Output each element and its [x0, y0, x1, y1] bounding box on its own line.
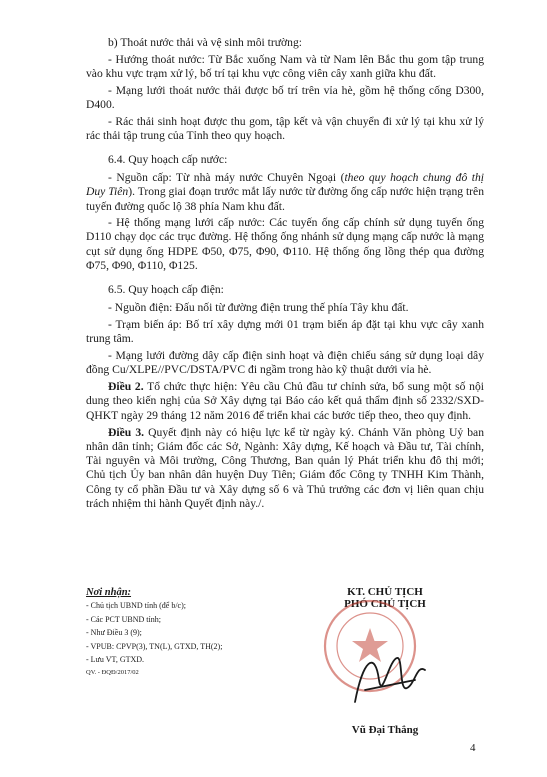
- water-source-italic: theo quy hoạch chung đô thị Duy Tiên: [86, 171, 484, 199]
- recipients-block: [86, 586, 296, 680]
- paragraph-6-5-1: - Nguồn điện: Đấu nối từ đường điện trung thế phía Tây khu đất.: [108, 301, 409, 315]
- page-number: 4: [470, 742, 476, 754]
- paragraph-6-5-2: - Trạm biến áp: Bố trí xây dựng mới 01 trạm biến áp đặt tại khu vực cây xanh trung tâm.: [86, 317, 484, 346]
- paragraph-b1: - Hướng thoát nước: Từ Bắc xuống Nam và từ Nam lên Bắc thu gom tập trung vào khu vực trạm xử lý, bố trí tại khu vực công viên cây xanh giữa khu đất.: [86, 52, 484, 80]
- recipient-item: - Lưu VT, GTXD.: [86, 655, 145, 665]
- paragraph-b2: - Mạng lưới thoát nước thải được bố trí trên vỉa hè, gồm hệ thống cống D300, D400.: [86, 83, 484, 111]
- recipients-title: Nơi nhận:: [86, 587, 132, 598]
- recipient-item: - Như Điều 3 (9);: [86, 628, 142, 638]
- document-code: QV. - ĐQĐ/2017/02: [86, 669, 139, 677]
- recipient-item: - VPUB: CPVP(3), TN(L), GTXD, TH(2);: [86, 641, 223, 651]
- article-3-label: Điều 3.: [108, 425, 145, 439]
- article-2-text: Tổ chức thực hiện: Yêu cầu Chủ đầu tư chỉnh sửa, bổ sung một số nội dung theo kiến nghị của Sở Xây dựng tại Báo cáo kết quả thẩm định số 2332/SXD-QHKT ngày 29 tháng 12 năm 2016 để triển khai các bước tiếp theo, theo quy định.: [86, 380, 484, 422]
- signer-name: Vũ Đại Thắng: [351, 724, 419, 736]
- article-2-label: Điều 2.: [108, 380, 144, 394]
- handwritten-signature-icon: [345, 640, 435, 720]
- paragraph-b3: - Rác thải sinh hoạt được thu gom, tập kết và vận chuyển đi xử lý tại khu xử lý rác thải tập trung của Tỉnh theo quy hoạch.: [86, 114, 484, 142]
- signer-role-line1: KT. CHỦ TỊCH: [347, 586, 423, 598]
- recipient-item: - Chủ tịch UBND tỉnh (để b/c);: [86, 601, 186, 611]
- paragraph-6-4-2: - Hệ thống mạng lưới cấp nước: Các tuyến ống cấp chính sử dụng tuyến ống D110 chạy dọc các trục đường. Hệ thống ống nhánh sử dụng mạng cấp nước là mạng cụt sử dụng ống HDPE Φ50, Φ75, Φ90, Φ110. Hệ thống ống lồng thép qua đường Φ75, Φ90, Φ110, Φ125.: [86, 216, 484, 272]
- article-3: [86, 426, 484, 511]
- water-source-text-end: ). Trong giai đoạn trước mắt lấy nước từ đường ống cấp nước hiện trạng trên tuyến đường quốc lộ 38 phía Nam khu đất.: [86, 185, 484, 213]
- paragraph-6-4-1: [86, 171, 484, 214]
- paragraph-6-5-3: - Mạng lưới đường dây cấp điện sinh hoạt và điện chiếu sáng sử dụng loại dây đồng Cu/XLPE//PVC/DSTA/PVC đi ngầm trong hào kỹ thuật dưới vỉa hè.: [86, 348, 484, 377]
- section-b-title: b) Thoát nước thải và vệ sinh môi trường:: [108, 36, 302, 49]
- article-2: [86, 380, 484, 423]
- decision-body: [86, 36, 484, 514]
- water-source-text: - Nguồn cấp: Từ nhà máy nước Chuyên Ngoại (: [108, 171, 345, 185]
- section-6-5-title: 6.5. Quy hoạch cấp điện:: [108, 283, 224, 297]
- recipient-item: - Các PCT UBND tỉnh;: [86, 614, 161, 624]
- article-3-text: Quyết định này có hiệu lực kể từ ngày ký. Chánh Văn phòng Uỷ ban nhân dân tỉnh; Giám đốc các Sở, Ngành: Xây dựng, Kế hoạch và Đầu tư, Tài chính, Tài nguyên và Môi trường, Công Thương, Ban quản lý Phát triển khu đô thị mới; Chủ tịch Ủy ban nhân dân huyện Duy Tiên; Giám đốc Công ty TNHH Kim Thành, Công ty cổ phần Đầu tư và Xây dựng số 6 và Thủ trưởng các đơn vị liên quan chịu trách nhiệm thi hành Quyết định này./.: [86, 425, 484, 510]
- section-6-4-title: 6.4. Quy hoạch cấp nước:: [108, 152, 228, 166]
- signer-role-line2: PHÓ CHỦ TỊCH: [344, 598, 426, 610]
